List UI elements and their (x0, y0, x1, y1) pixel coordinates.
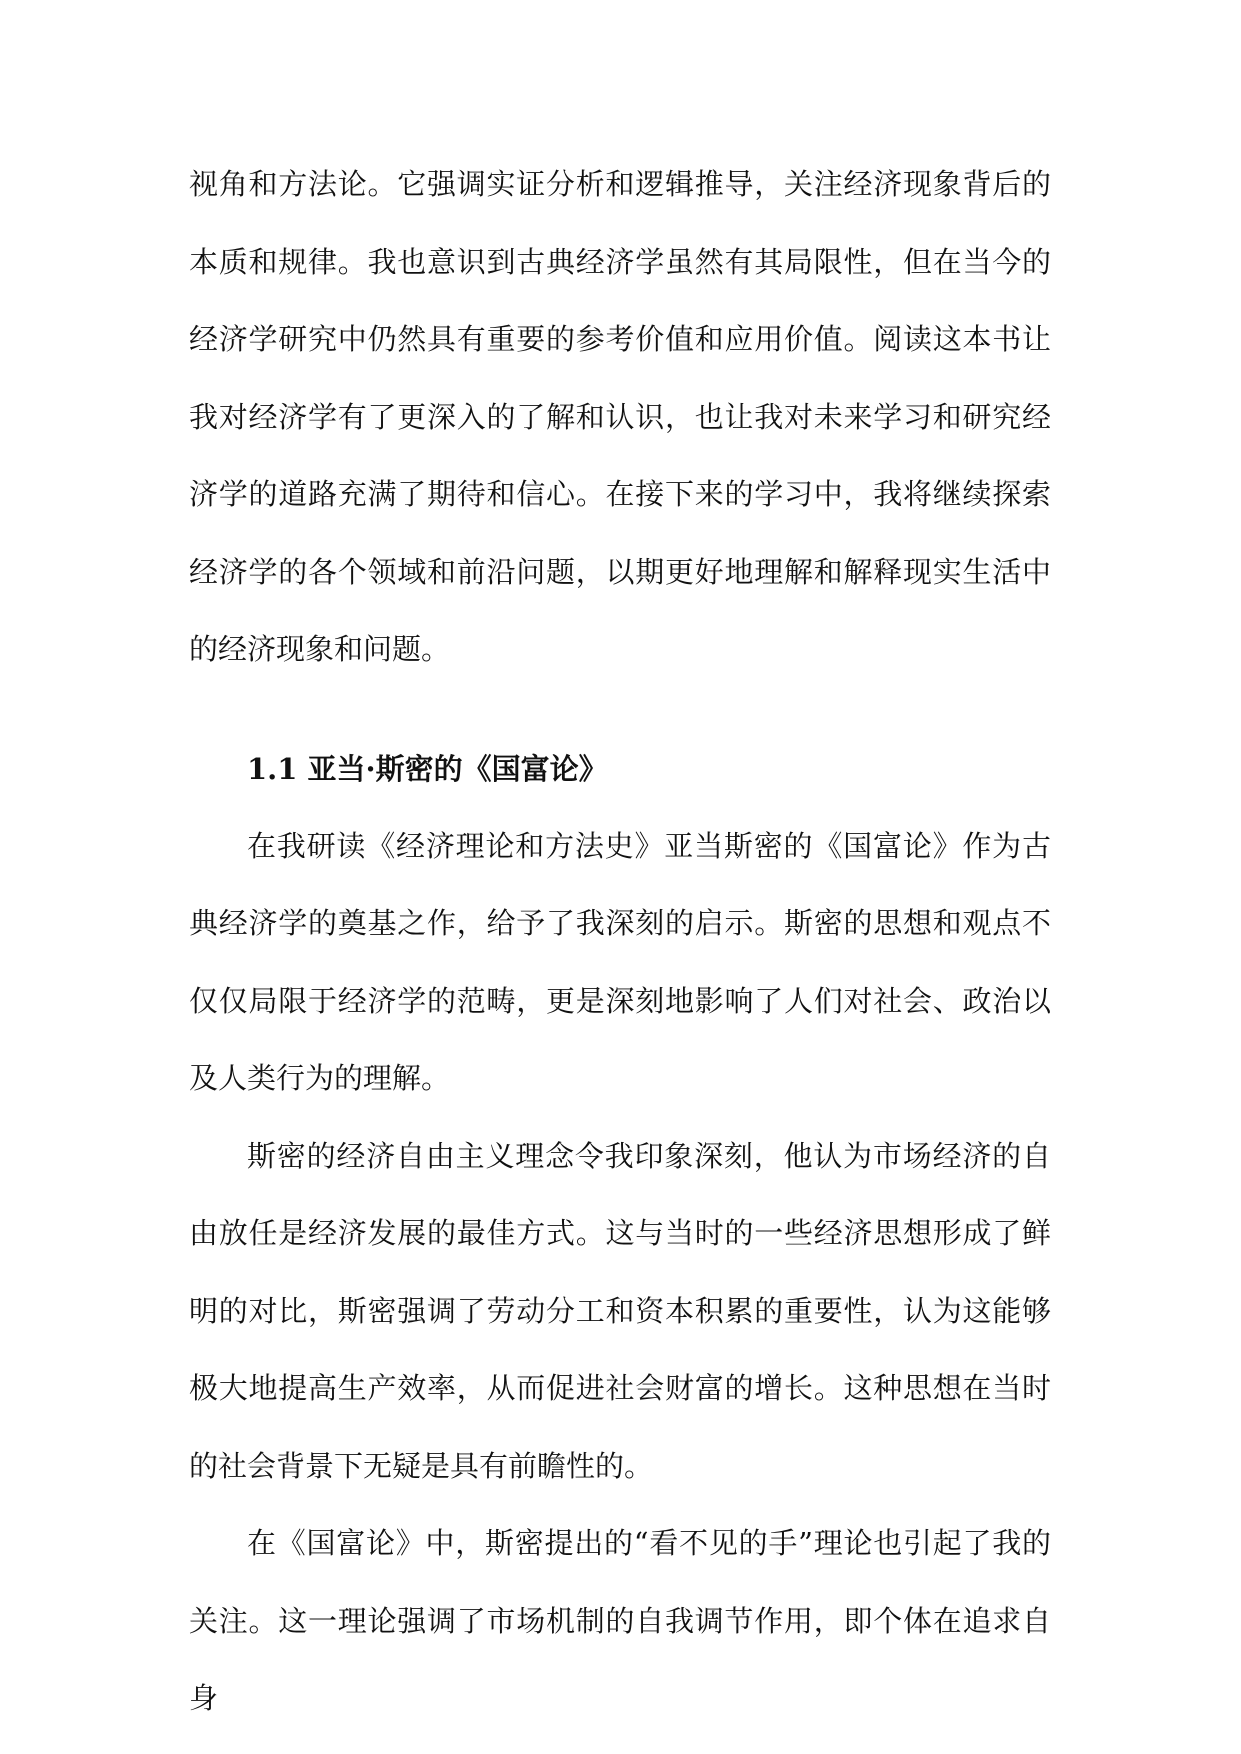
paragraph-continued: 视角和方法论。它强调实证分析和逻辑推导，关注经济现象背后的本质和规律。我也意识到古典经济学虽然有其局限性，但在当今的经济学研究中仍然具有重要的参考价值和应用价值。阅读这本书让我对经济学有了更深入的了解和认识，也让我对未来学习和研究经济学的道路充满了期待和信心。在接下来的学习中，我将继续探索经济学的各个领域和前沿问题，以期更好地理解和解释现实生活中的经济现象和问题。 (189, 167, 1051, 666)
paragraph: 在我研读《经济理论和方法史》亚当斯密的《国富论》作为古典经济学的奠基之作，给予了我深刻的启示。斯密的思想和观点不仅仅局限于经济学的范畴，更是深刻地影响了人们对社会、政治以及人类行为的理解。 (189, 828, 1051, 1095)
document-body (189, 146, 1051, 1738)
paragraph: 斯密的经济自由主义理念令我印象深刻，他认为市场经济的自由放任是经济发展的最佳方式。这与当时的一些经济思想形成了鲜明的对比，斯密强调了劳动分工和资本积累的重要性，认为这能够极大地提高生产效率，从而促进社会财富的增长。这种思想在当时的社会背景下无疑是具有前瞻性的。 (189, 1138, 1051, 1483)
section-heading: 1.1 亚当·斯密的《国富论》 (247, 751, 608, 786)
paragraph: 在《国富论》中，斯密提出的“看不见的手”理论也引起了我的关注。这一理论强调了市场机制的自我调节作用，即个体在追求自身 (189, 1526, 1051, 1715)
